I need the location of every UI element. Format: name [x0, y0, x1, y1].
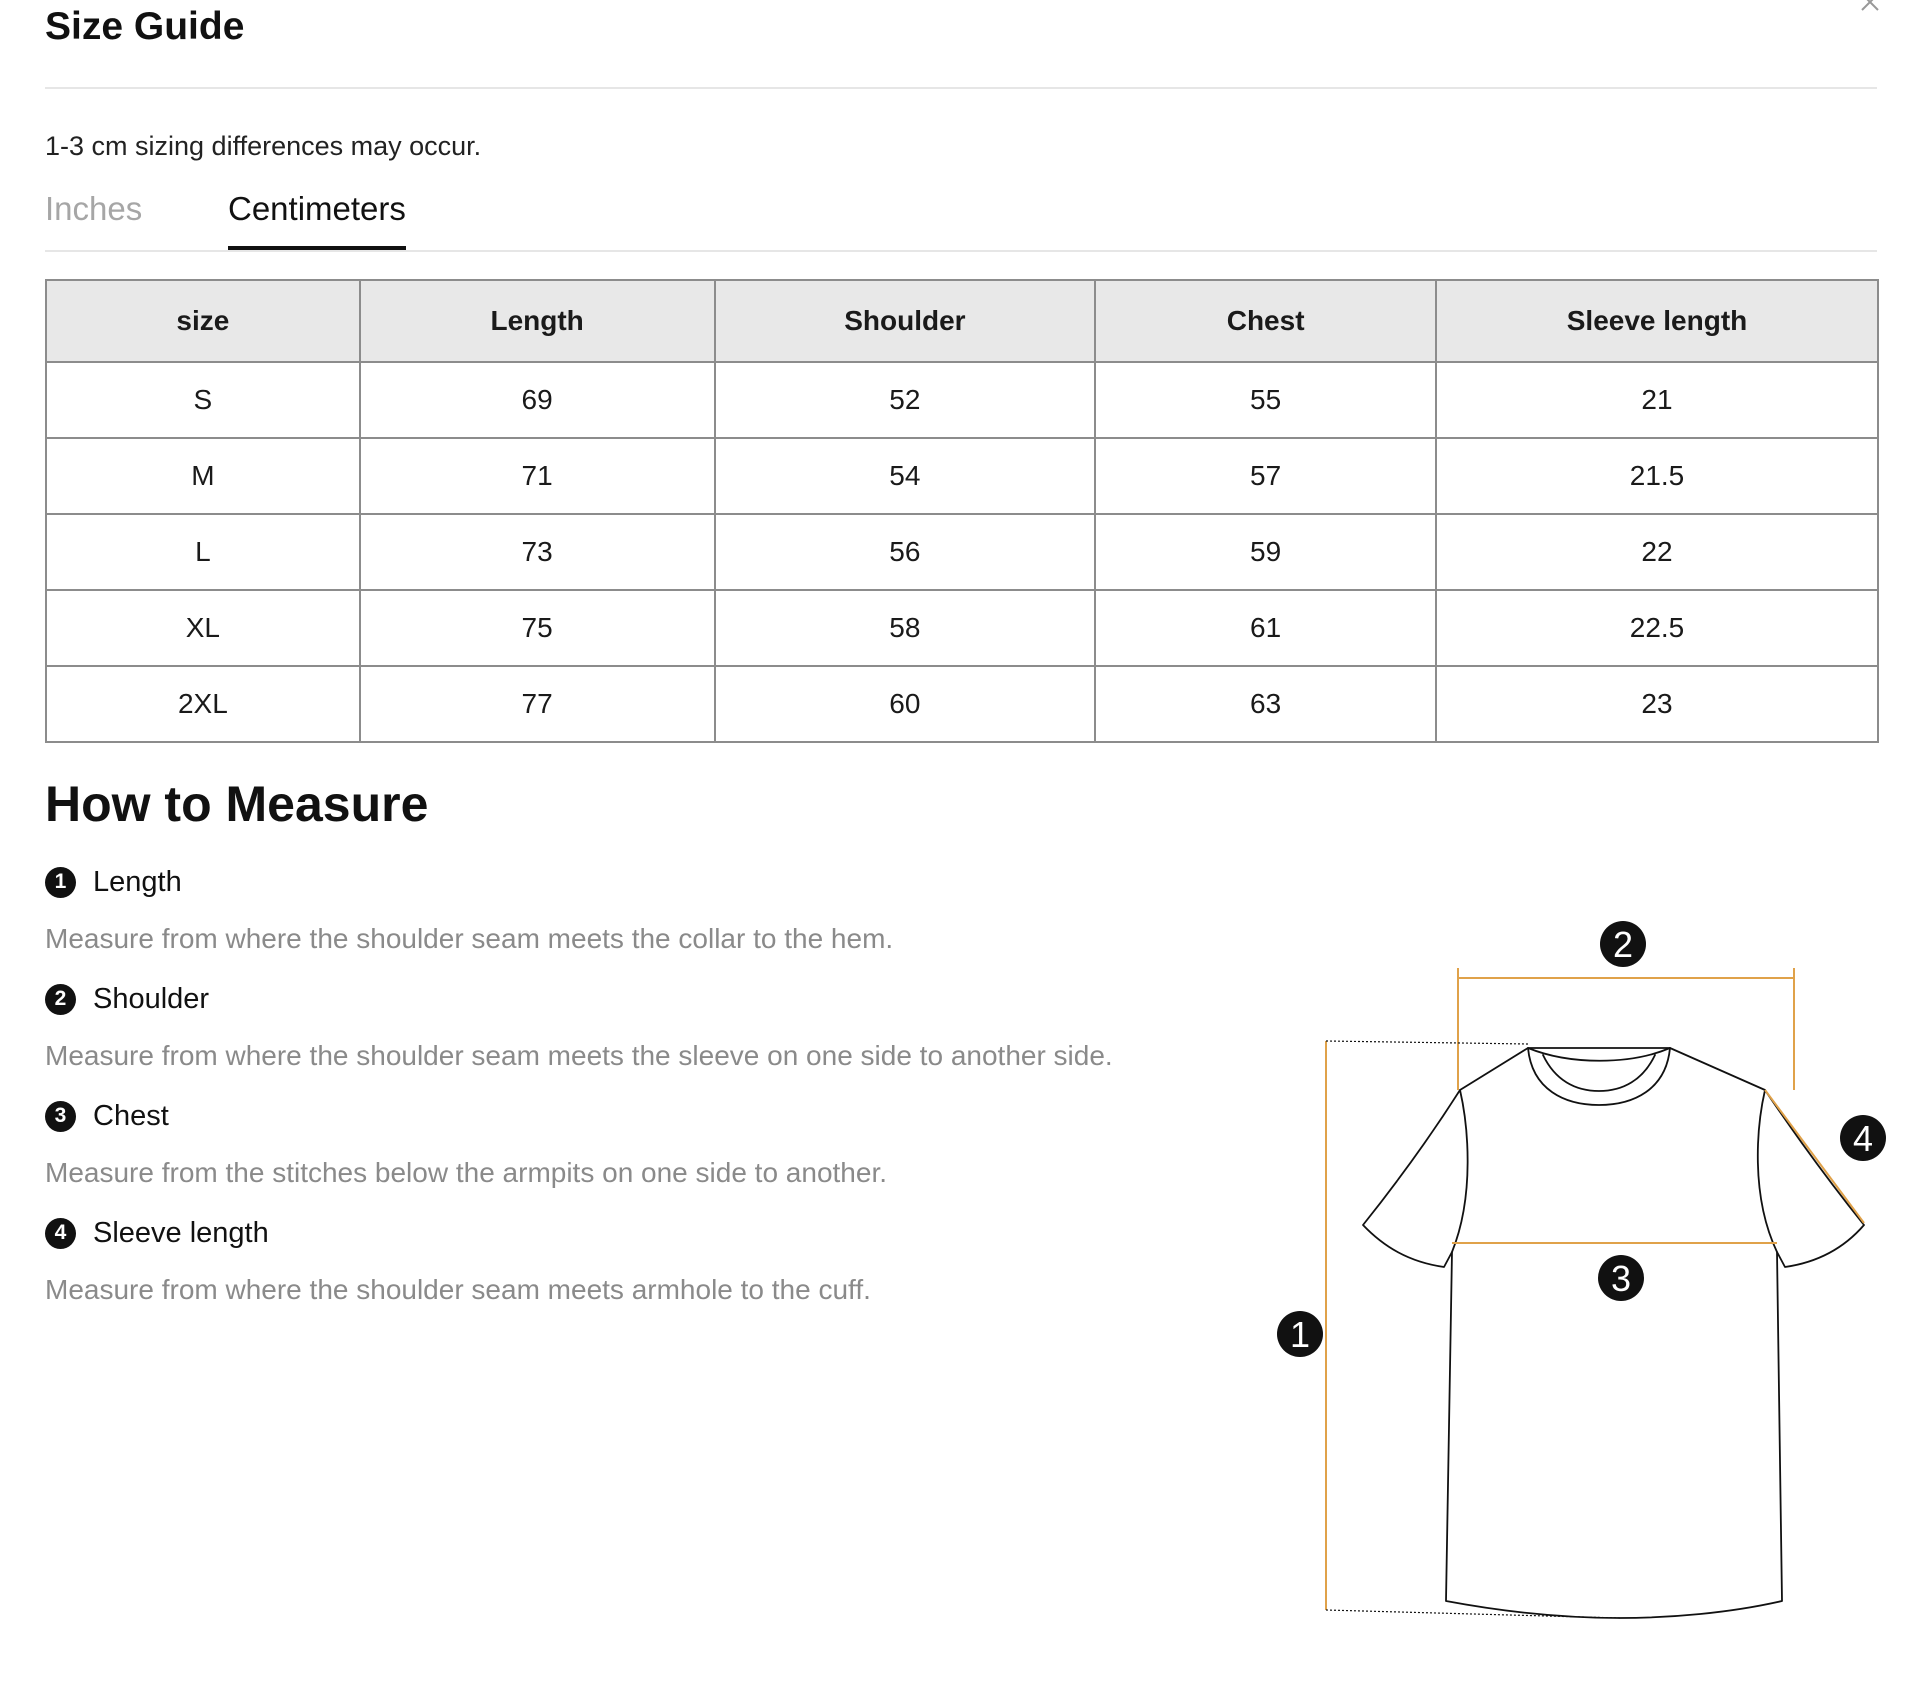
table-cell: 57 — [1095, 438, 1436, 514]
table-cell: 59 — [1095, 514, 1436, 590]
column-header-chest: Chest — [1095, 280, 1436, 362]
sleeve-measure-line — [1765, 1090, 1864, 1223]
number-2-icon: 2 — [45, 984, 76, 1015]
length-guides — [1326, 1041, 1620, 1618]
measure-title: Shoulder — [93, 983, 210, 1015]
table-cell: M — [46, 438, 360, 514]
marker-4-icon — [1840, 1115, 1886, 1161]
column-header-length: Length — [360, 280, 715, 362]
marker-2-label: 2 — [1612, 924, 1634, 965]
page-title: Size Guide — [45, 5, 245, 48]
t-shirt-icon — [1270, 895, 1890, 1635]
table-cell: 52 — [715, 362, 1096, 438]
how-to-measure-title: How to Measure — [45, 776, 429, 832]
table-cell: 73 — [360, 514, 715, 590]
table-row — [46, 362, 1878, 438]
marker-1-icon — [1277, 1311, 1323, 1357]
column-header-size: size — [46, 280, 360, 362]
number-1-icon: 1 — [45, 867, 76, 898]
table-cell: 61 — [1095, 590, 1436, 666]
header-divider — [45, 87, 1877, 89]
t-shirt-diagram — [1270, 895, 1890, 1635]
marker-1-label: 1 — [1289, 1314, 1311, 1355]
table-cell: 54 — [715, 438, 1096, 514]
table-cell: XL — [46, 590, 360, 666]
size-table — [45, 279, 1879, 743]
marker-3-label: 3 — [1610, 1258, 1632, 1299]
number-4-icon: 4 — [45, 1218, 76, 1249]
table-cell: 22.5 — [1436, 590, 1878, 666]
table-row — [46, 438, 1878, 514]
table-cell: L — [46, 514, 360, 590]
tab-centimeters[interactable]: Centimeters — [228, 186, 406, 250]
table-cell: 55 — [1095, 362, 1436, 438]
column-header-sleeve-length: Sleeve length — [1436, 280, 1878, 362]
table-cell: 2XL — [46, 666, 360, 742]
tab-inches[interactable]: Inches — [45, 190, 143, 227]
table-cell: 23 — [1436, 666, 1878, 742]
table-cell: 22 — [1436, 514, 1878, 590]
table-row — [46, 514, 1878, 590]
table-cell: 21 — [1436, 362, 1878, 438]
close-icon[interactable] — [1858, 0, 1882, 14]
measure-description: Measure from where the shoulder seam meets the sleeve on one side to another side. — [45, 1040, 1113, 1071]
table-cell: 75 — [360, 590, 715, 666]
measure-description: Measure from the stitches below the armpits on one side to another. — [45, 1157, 888, 1188]
table-cell: 63 — [1095, 666, 1436, 742]
measure-item-length — [45, 862, 1245, 958]
table-row — [46, 666, 1878, 742]
table-cell: 21.5 — [1436, 438, 1878, 514]
table-cell: 58 — [715, 590, 1096, 666]
measure-item-sleeve-length — [45, 1213, 1245, 1309]
measure-description: Measure from where the shoulder seam meets the collar to the hem. — [45, 923, 894, 954]
measure-title: Sleeve length — [93, 1217, 269, 1249]
table-row — [46, 590, 1878, 666]
marker-4-label: 4 — [1852, 1118, 1874, 1159]
number-3-icon: 3 — [45, 1101, 76, 1132]
marker-2-icon — [1600, 921, 1646, 967]
table-cell: 56 — [715, 514, 1096, 590]
table-cell: S — [46, 362, 360, 438]
measure-item-chest — [45, 1096, 1245, 1192]
column-header-shoulder: Shoulder — [715, 280, 1096, 362]
table-cell: 60 — [715, 666, 1096, 742]
table-header-row — [46, 280, 1878, 362]
marker-3-icon — [1598, 1255, 1644, 1301]
measure-description: Measure from where the shoulder seam meets armhole to the cuff. — [45, 1274, 871, 1305]
t-shirt-outline — [1363, 1048, 1864, 1618]
measure-lines — [1326, 968, 1864, 1610]
table-cell: 69 — [360, 362, 715, 438]
table-cell: 77 — [360, 666, 715, 742]
unit-tabs — [45, 186, 1877, 252]
measure-title: Chest — [93, 1100, 169, 1132]
measure-title: Length — [93, 866, 182, 898]
table-cell: 71 — [360, 438, 715, 514]
measure-item-shoulder — [45, 979, 1245, 1075]
sizing-note: 1-3 cm sizing differences may occur. — [45, 131, 482, 161]
